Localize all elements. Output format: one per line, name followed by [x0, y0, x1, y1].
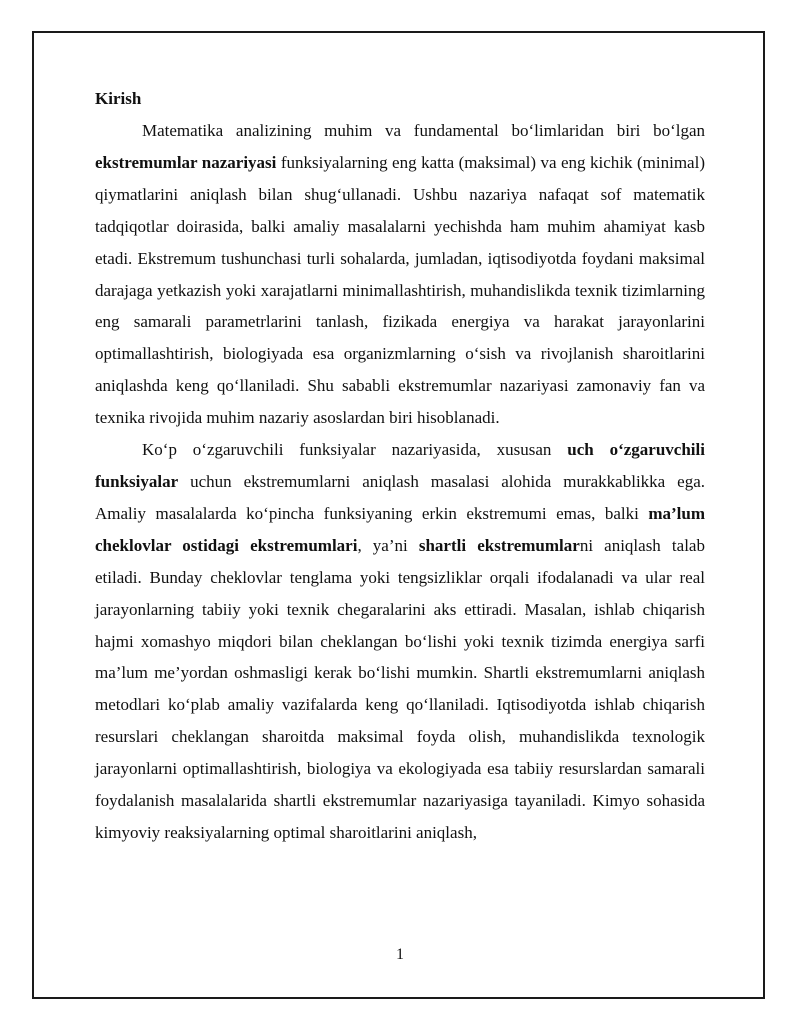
page-number: 1 [396, 946, 404, 963]
paragraph-1-run: funksiyalarning eng katta (maksimal) va eng kichik (minimal) qiymatlarini aniqlash bilan shug‘ullanadi. Ushbu nazariya nafaqat sof matematik tadqiqotlar doirasida, balki amaliy masalalarni yechishda ham muhim ahamiyat kasb etadi. Ekstremum tushunchasi turli sohalarda, jumladan, iqtisodiyotda foydani maksimal darajaga yetkazish yoki xarajatlarni minimallashtirish, muhandislikda texnik tizimlarning eng samarali parametrlarini tanlash, fizikada energiya va harakat jarayonlarini optimallashtirish, biologiyada esa organizmlarning o‘sish va rivojlanish sharoitlarini aniqlashda keng qo‘llaniladi. Shu sababli ekstremumlar nazariyasi zamonaviy fan va texnika rivojida muhim nazariy asoslardan biri hisoblanadi. [95, 152, 705, 428]
section-heading: Kirish [95, 89, 142, 108]
paragraph-1 [95, 115, 705, 434]
page-content [95, 83, 705, 849]
paragraph-2-run: uchun ekstremumlarni aniqlash masalasi alohida murakkablikka ega. Amaliy masalalarda ko‘pincha funksiyaning erkin ekstremumi emas, balki [95, 471, 705, 523]
paragraph-2-run: ni aniqlash talab etiladi. Bunday cheklovlar tenglama yoki tengsizliklar orqali ifodalanadi va ular real jarayonlarning tabiiy yoki texnik chegaralarini aks ettiradi. Masalan, ishlab chiqarish hajmi xomashyo miqdori bilan cheklangan bo‘lishi yoki texnik tizimda energiya sarfi ma’lum me’yordan oshmasligi kerak bo‘lishi mumkin. Shartli ekstremumlarni aniqlash metodlari ko‘plab amaliy vazifalarda keng qo‘llaniladi. Iqtisodiyotda ishlab chiqarish resurslari cheklangan sharoitda maksimal foyda olish, muhandislikda texnologik jarayonlarni optimallashtirish, biologiya va ekologiyada esa tabiiy resurslardan samarali foydalanish masalalarida shartli ekstremumlar nazariyasiga tayaniladi. Kimyo sohasida kimyoviy reaksiyalarning optimal sharoitlarini aniqlash, [95, 535, 705, 842]
paragraph-1-run: Matematika analizining muhim va fundamental bo‘limlaridan biri bo‘lgan [142, 121, 705, 140]
paragraph-2-bold-run: ma’lum cheklovlar ostidagi ekstremumlari [95, 503, 705, 555]
paragraph-2 [95, 434, 705, 849]
paragraph-2-bold-run: shartli ekstremumlar [418, 535, 580, 555]
paragraph-1-bold-run: ekstremumlar nazariyasi [95, 152, 277, 172]
paragraph-2-run: Ko‘p o‘zgaruvchili funksiyalar nazariyasida, xususan [142, 440, 568, 460]
paragraph-2-run: , ya’ni [357, 535, 419, 555]
paragraph-2-bold-run: uch o‘zgaruvchili funksiyalar [95, 440, 705, 491]
